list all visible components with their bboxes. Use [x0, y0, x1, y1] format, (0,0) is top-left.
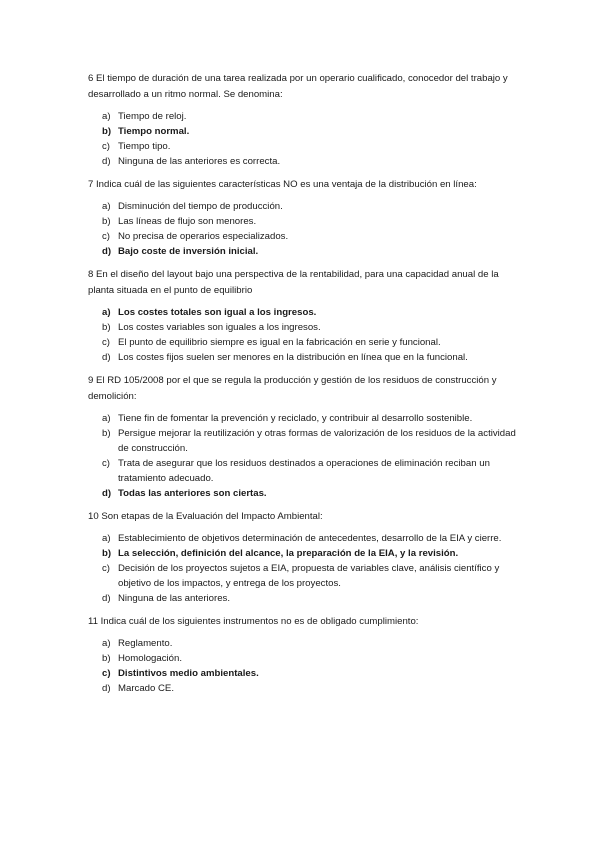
option-b — [88, 546, 520, 561]
option-letter: d) — [102, 683, 111, 694]
options-list — [88, 636, 520, 696]
option-letter: a) — [102, 201, 111, 212]
option-letter: d) — [102, 352, 111, 363]
options-list — [88, 531, 520, 606]
option-text: Tiempo normal. — [118, 126, 190, 137]
option-letter: c) — [102, 337, 110, 348]
option-text: Marcado CE. — [118, 683, 174, 694]
option-text: Persigue mejorar la reutilización y otras formas de valorización de los residuos de la actividad de construcción. — [118, 428, 516, 454]
option-letter: d) — [102, 488, 112, 499]
option-d — [88, 486, 520, 501]
option-c — [88, 335, 520, 350]
option-text: Ninguna de las anteriores. — [118, 593, 230, 604]
option-text: Disminución del tiempo de producción. — [118, 201, 283, 212]
option-d — [88, 154, 520, 169]
option-text: Establecimiento de objetivos determinación de antecedentes, desarrollo de la EIA y cierre. — [118, 533, 502, 544]
option-b — [88, 651, 520, 666]
option-letter: a) — [102, 307, 111, 318]
option-a — [88, 411, 520, 426]
option-b — [88, 426, 520, 456]
option-text: El punto de equilibrio siempre es igual en la fabricación en serie y funcional. — [118, 337, 441, 348]
option-letter: d) — [102, 593, 111, 604]
option-letter: b) — [102, 126, 112, 137]
option-text: Ninguna de las anteriores es correcta. — [118, 156, 281, 167]
option-text: Las líneas de flujo son menores. — [118, 216, 257, 227]
question-block-7 — [88, 177, 520, 259]
option-c — [88, 666, 520, 681]
question-text: 8 En el diseño del layout bajo una perspectiva de la rentabilidad, para una capacidad anual de la planta situada en el punto de equilibrio — [88, 269, 499, 296]
option-c — [88, 139, 520, 154]
option-a — [88, 636, 520, 651]
question-text: 10 Son etapas de la Evaluación del Impacto Ambiental: — [88, 511, 323, 522]
option-text: Trata de asegurar que los residuos destinados a operaciones de eliminación reciban un tratamiento adecuado. — [118, 458, 490, 484]
options-list — [88, 109, 520, 169]
question-block-11 — [88, 614, 520, 696]
option-text: Tiempo de reloj. — [118, 111, 187, 122]
option-letter: d) — [102, 246, 112, 257]
option-c — [88, 229, 520, 244]
question-block-9 — [88, 373, 520, 501]
option-text: Homologación. — [118, 653, 182, 664]
option-text: Los costes fijos suelen ser menores en la distribución en línea que en la funcional. — [118, 352, 468, 363]
option-a — [88, 199, 520, 214]
option-letter: c) — [102, 458, 110, 469]
question-text: 6 El tiempo de duración de una tarea realizada por un operario cualificado, conocedor del trabajo y desarrollado a un ritmo normal. Se denomina: — [88, 73, 508, 100]
option-b — [88, 320, 520, 335]
question-block-8 — [88, 267, 520, 365]
option-text: Tiene fin de fomentar la prevención y reciclado, y contribuir al desarrollo sostenible. — [118, 413, 473, 424]
option-letter: c) — [102, 668, 111, 679]
option-text: Reglamento. — [118, 638, 173, 649]
option-b — [88, 214, 520, 229]
option-c — [88, 561, 520, 591]
option-c — [88, 456, 520, 486]
option-letter: b) — [102, 322, 111, 333]
option-a — [88, 531, 520, 546]
option-letter: a) — [102, 638, 111, 649]
option-letter: b) — [102, 548, 112, 559]
option-letter: b) — [102, 653, 111, 664]
option-text: La selección, definición del alcance, la preparación de la EIA, y la revisión. — [118, 548, 459, 559]
option-text: Decisión de los proyectos sujetos a EIA, propuesta de variables clave, análisis científico y objetivo de los impactos, y entrega de los proyectos. — [118, 563, 500, 589]
option-d — [88, 244, 520, 259]
question-text: 7 Indica cuál de las siguientes características NO es una ventaja de la distribución en línea: — [88, 179, 477, 190]
option-text: Los costes totales son igual a los ingresos. — [118, 307, 317, 318]
option-a — [88, 305, 520, 320]
options-list — [88, 199, 520, 259]
option-letter: b) — [102, 428, 111, 439]
option-letter: c) — [102, 231, 110, 242]
option-letter: b) — [102, 216, 111, 227]
option-letter: a) — [102, 533, 111, 544]
option-a — [88, 109, 520, 124]
option-d — [88, 350, 520, 365]
option-letter: d) — [102, 156, 111, 167]
option-text: Todas las anteriores son ciertas. — [118, 488, 267, 499]
option-text: No precisa de operarios especializados. — [118, 231, 289, 242]
question-block-10 — [88, 509, 520, 606]
question-text: 9 El RD 105/2008 por el que se regula la producción y gestión de los residuos de construcción y demolición: — [88, 375, 497, 402]
option-d — [88, 681, 520, 696]
options-list — [88, 305, 520, 365]
option-letter: c) — [102, 141, 110, 152]
option-letter: c) — [102, 563, 110, 574]
option-text: Tiempo tipo. — [118, 141, 171, 152]
option-d — [88, 591, 520, 606]
option-letter: a) — [102, 111, 111, 122]
option-text: Los costes variables son iguales a los ingresos. — [118, 322, 321, 333]
option-b — [88, 124, 520, 139]
option-text: Bajo coste de inversión inicial. — [118, 246, 259, 257]
option-text: Distintivos medio ambientales. — [118, 668, 259, 679]
question-block-6 — [88, 71, 520, 169]
question-text: 11 Indica cuál de los siguientes instrumentos no es de obligado cumplimiento: — [88, 616, 419, 627]
options-list — [88, 411, 520, 501]
option-letter: a) — [102, 413, 111, 424]
